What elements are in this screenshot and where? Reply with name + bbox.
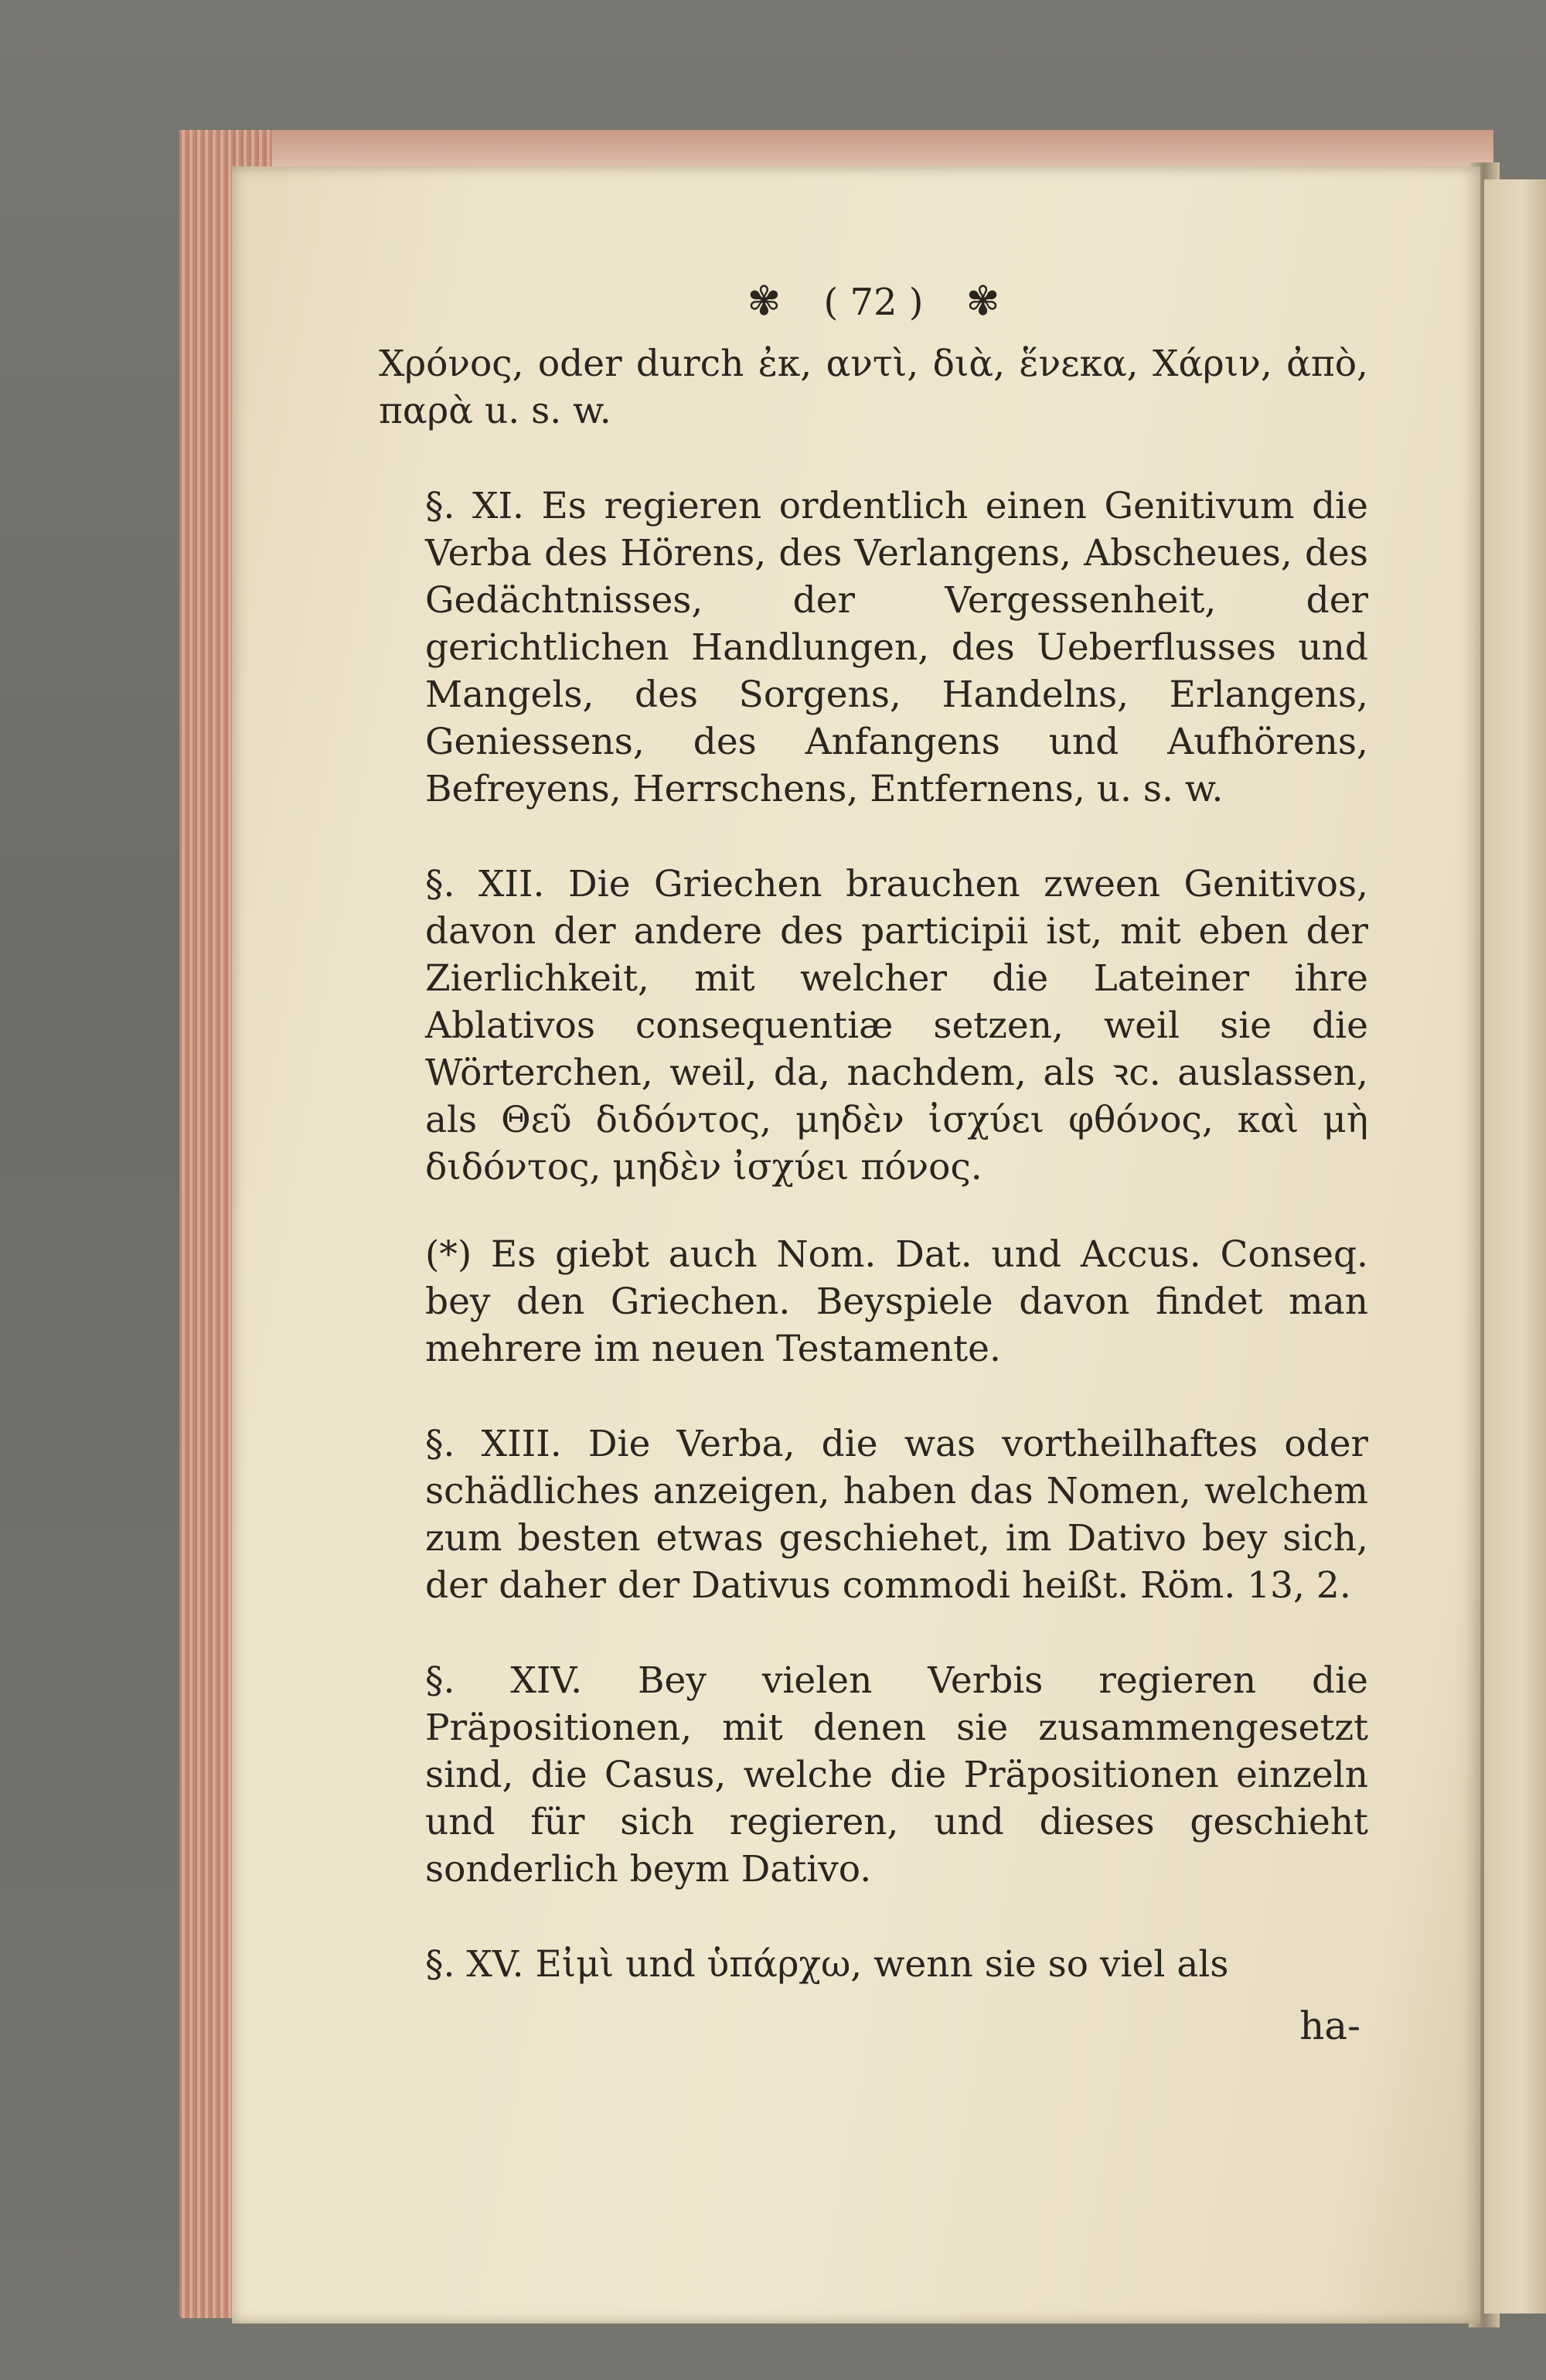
paragraph-section-xv: §. XV. Εἰμὶ und ὑπάρχω, wenn sie so viel als xyxy=(425,1943,1229,1986)
page-body xyxy=(379,340,1368,2036)
paragraph-continuation: Χρόνος, oder durch ἐκ, αντὶ, διὰ, ἕνεκα, Χάριν, ἀπὸ, παρὰ u. s. w. xyxy=(379,343,1368,432)
paragraph-section-xii: §. XII. Die Griechen brauchen zween Genitivos, davon der andere des participii ist, mit eben der Zierlichkeit, mit welcher die Lateiner ihre Ablativos consequentiæ setzen, weil sie die Wörterchen, weil, da, nachdem, als ꝛc. auslassen, als Θεῦ διδόντος, μηδὲν ἰσχύει φθόνος, καὶ μὴ διδόντος, μηδὲν ἰσχύει πόνος. xyxy=(425,863,1368,1188)
paragraph-section-xiii: §. XIII. Die Verba, die was vortheilhaftes oder schädliches anzeigen, haben das Nomen, welchem zum besten etwas geschiehet, im Dativo bey sich, der daher der Dativus commodi heißt. Röm. 13, 2. xyxy=(425,1423,1368,1607)
catchword: ha- xyxy=(1299,2003,1360,2048)
page-number: ( 72 ) xyxy=(823,281,924,324)
facing-page xyxy=(1484,179,1546,2314)
paragraph-section-xiv: §. XIV. Bey vielen Verbis regieren die Präpositionen, mit denen sie zusammengesetzt sind, die Casus, welche die Präpositionen einzeln und für sich regieren, und dieses geschieht sonderlich beym Dativo. xyxy=(425,1659,1368,1891)
paragraph-section-xi: §. XI. Es regieren ordentlich einen Genitivum die Verba des Hörens, des Verlangens, Abscheues, des Gedächtnisses, der Vergessenheit, der gerichtlichen Handlungen, des Ueberflusses und Mangels, des Sorgens, Handelns, Erlangens, Geniessens, des Anfangens und Aufhörens, Befreyens, Herrschens, Entfernens, u. s. w. xyxy=(425,485,1368,810)
right-ornament-icon: ✾ xyxy=(965,278,1000,325)
footnote: (*) Es giebt auch Nom. Dat. und Accus. Conseq. bey den Griechen. Beyspiele davon findet man mehrere im neuen Testamente. xyxy=(425,1233,1368,1370)
running-header xyxy=(379,267,1368,336)
left-ornament-icon: ✾ xyxy=(747,278,782,325)
